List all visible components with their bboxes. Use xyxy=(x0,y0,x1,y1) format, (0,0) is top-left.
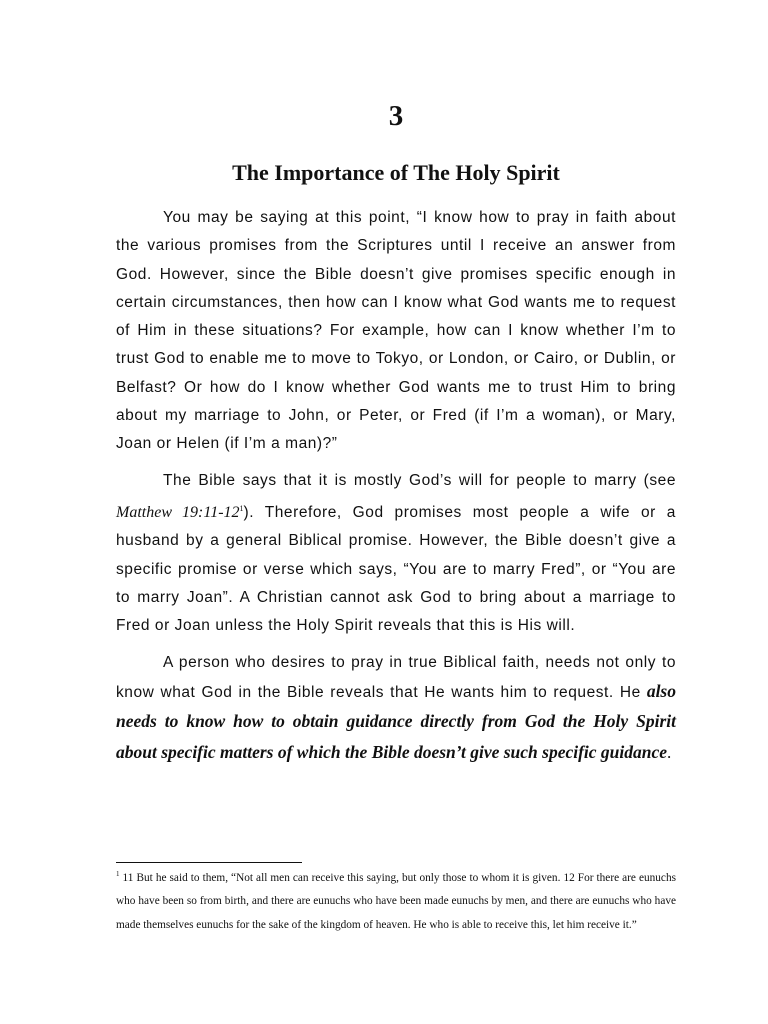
scripture-reference: Matthew 19:11-12 xyxy=(116,504,240,522)
paragraph-1: You may be saying at this point, “I know how to pray in faith about the various promises from the Scriptures until I receive an answer from God. However, since the Bible doesn’t give promises specific enough in certain circumstances, then how can I know what God wants me to request of Him in these situations? For example, how can I know whether I’m to trust God to enable me to move to Tokyo, or London, or Cairo, or Dublin, or Belfast? Or how do I know whether God wants me to trust Him to bring about my marriage to John, or Peter, or Fred (if I’m a woman), or Mary, Joan or Helen (if I’m a man)?” xyxy=(116,209,676,453)
chapter-title: The Importance of The Holy Spirit xyxy=(232,160,560,185)
paragraph-3-text: A person who desires to pray in true Biblical faith, needs not only to know what God in the Bible reveals that He wants him to request. He xyxy=(116,653,676,701)
paragraph-2-text-start: The Bible says that it is mostly God’s will for people to marry (see xyxy=(163,471,676,489)
footnote xyxy=(116,863,676,938)
emphasized-text: also needs to know how to obtain guidance directly from God the Holy Spirit about specific matters of which the Bible doesn’t give such specific guidance xyxy=(116,680,676,762)
paragraph-3-period: . xyxy=(667,742,672,762)
footnote-number: 1 xyxy=(116,870,120,878)
paragraph-2 xyxy=(116,467,676,641)
paragraph-2-text-end: ). Therefore, God promises most people a wife or a husband by a general Biblical promise. However, the Bible doesn’t give a specific promise or verse which says, “You are to marry Fred”, or “You are to marry Joan”. A Christian cannot ask God to bring about a marriage to Fred or Joan unless the Holy Spirit reveals that this is His will. xyxy=(116,504,676,635)
body-text xyxy=(116,204,676,776)
footnote-text: 11 But he said to them, “Not all men can receive this saying, but only those to whom it is given. 12 For there are eunuchs who have been so from birth, and there are eunuchs who have been made eunuchs by men, and there are eunuchs who have made themselves eunuchs for the sake of the kingdom of heaven. He who is able to receive this, let him receive it.” xyxy=(116,871,676,931)
chapter-number: 3 xyxy=(388,100,404,132)
footnote-marker[interactable]: 1 xyxy=(239,503,244,513)
paragraph-3 xyxy=(116,649,676,768)
